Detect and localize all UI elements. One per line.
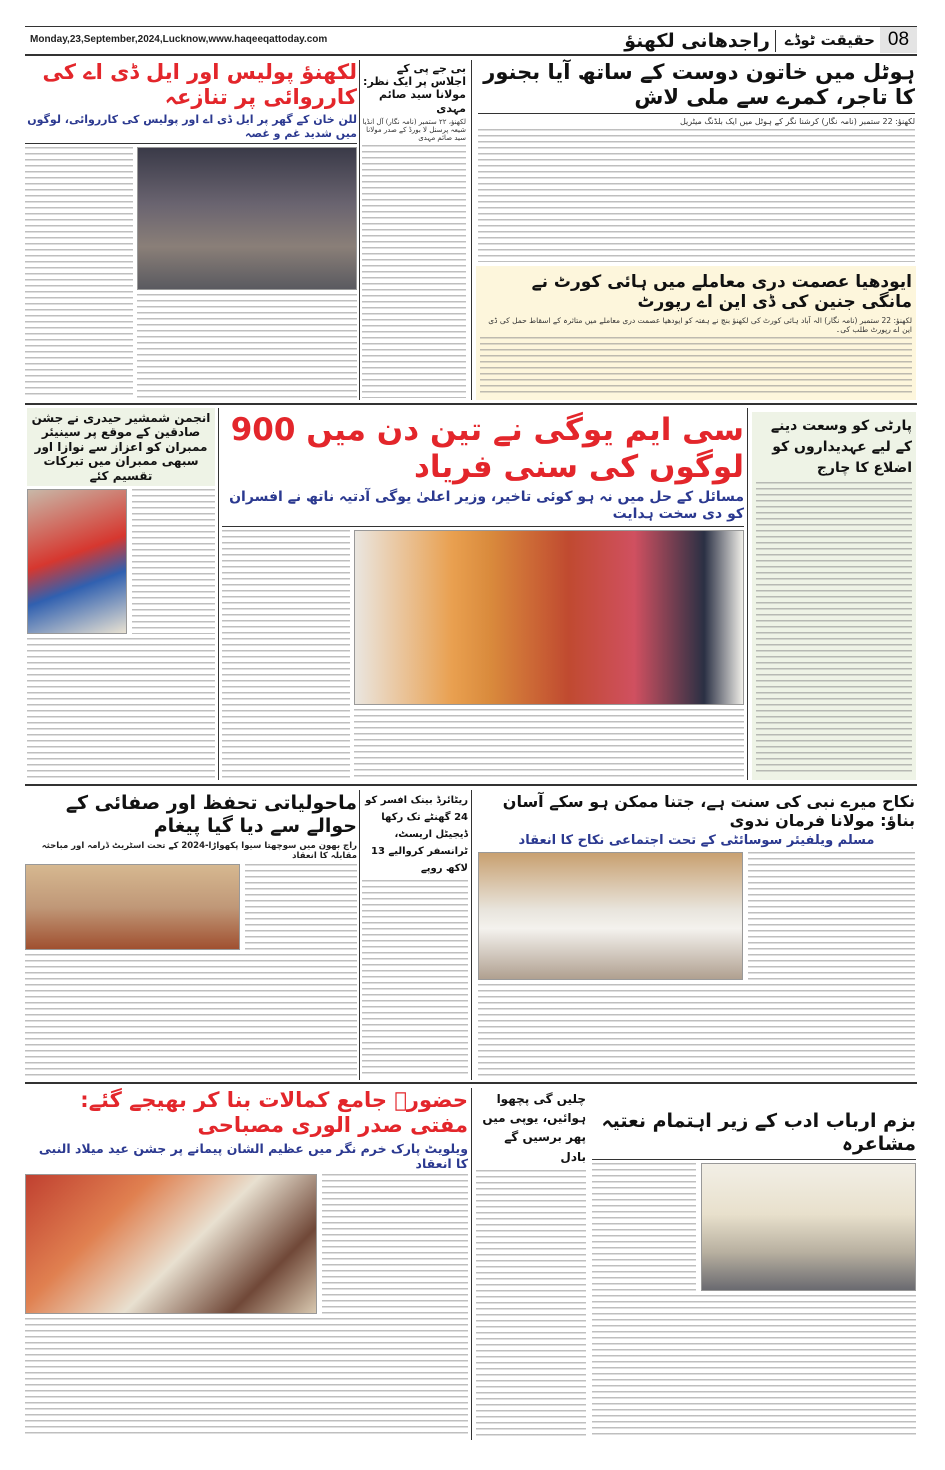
divider [775,30,776,52]
subhead-environment: راج بھون میں سوچھتا سیوا پکھواڑا-2024 کے تحت اسٹریٹ ڈرامہ اور مباحثہ مقابلہ کا انعقاد [41,840,357,861]
headline-bjp: بی جے پی کے اجلاس پر ایک نظر: مولانا سید صائم مہدی [363,62,466,115]
headline-ayodhya: ایودھیا عصمت دری معاملے میں ہائی کورٹ نے مانگی جنین کی ڈی این اے رپورٹ [531,272,912,313]
story-environment [25,792,357,1078]
subhead-yogi: مسائل کے حل میں نہ ہو کوئی تاخیر، وزیر اعلیٰ یوگی آدتیہ ناتھ نے افسران کو دی سخت ہدایت [222,489,744,527]
body-party [756,482,912,776]
subhead-police: للن خان کے گھر پر ایل ڈی اے اور پولیس کی کارروائی، لوگوں میں شدید غم و غصہ [25,113,357,143]
lead-bjp: لکھنؤ، ۲۲ ستمبر (نامہ نگار) آل انڈیا شیعہ پرسنل لا بورڈ کے صدر مولانا سید صائم مہدی [362,117,466,142]
story-bjp [362,62,466,398]
story-bazm [592,1110,916,1438]
body-yogi [222,530,350,778]
section-title: راجدھانی لکھنؤ [624,30,770,52]
headline-nikah: نکاح میرے نبی کی سنت ہے، جتنا ممکن ہو سکے آسان بناؤ: مولانا فرمان ندوی [502,792,915,831]
photo-environment [25,864,240,950]
headline-yogi: سی ایم یوگی نے تین دن میں 900 لوگوں کی سنی فریاد [230,412,744,486]
photo-bazm [701,1163,916,1291]
body-ayodhya [480,337,912,396]
body-fraud [362,880,468,1078]
subhead-nikah: مسلم ویلفیئر سوسائٹی کے تحت اجتماعی نکاح کا انعقاد [518,833,875,849]
headline-fraud: ریٹائرڈ بینک افسر کو 24 گھنٹے تک رکھا ڈیجیٹل اریسٹ، ٹرانسفر کروالیے 13 لاکھ روپے [365,795,468,874]
body-weather [476,1170,586,1438]
story-police [25,60,357,398]
story-ayodhya [476,266,916,400]
masthead-logo: حقیقت ٹوڈے [784,31,875,49]
story-weather [476,1090,586,1438]
body-bjp [362,145,466,398]
story-nikah [478,792,915,1078]
photo-huzoor [25,1174,317,1314]
body-bazm-2 [592,1295,916,1438]
headline-bazm: بزم ارباب ادب کے زیر اہتمام نعتیہ مشاعرہ [592,1110,916,1160]
body-anjuman [132,489,215,634]
body-environment-2 [25,954,357,1078]
body-police-2 [137,294,357,398]
body-yogi-2 [354,709,744,778]
body-bazm [592,1163,696,1291]
photo-nikah [478,852,743,980]
body-huzoor [322,1174,468,1314]
story-party [752,412,916,780]
body-environment [245,864,357,950]
headline-weather: چلیں گی پچھوا ہوائیں، یوپی میں پھر برسیں گے بادل [482,1092,586,1164]
dateline: Monday,23,September,2024,Lucknow,www.haqeeqattoday.com [30,34,328,45]
headline-party: پارٹی کو وسعت دینے کے لیے عہدیداروں کو اضلاع کا چارج [770,418,912,476]
headline-police: لکھنؤ پولیس اور ایل ڈی اے کی کارروائی پر تنازعہ [42,60,357,110]
photo-police-group [137,147,357,290]
story-huzoor [25,1088,468,1438]
story-hotel [478,60,915,262]
story-yogi [222,412,744,778]
body-hotel [478,129,915,262]
lead-ayodhya: لکھنؤ: 22 ستمبر (نامہ نگار) الہ آباد ہائی کورٹ کی لکھنؤ بنچ نے ہفتہ کو ایودھیا عصمت دری معاملے میں متاثرہ کے اسقاط حمل کی ڈی این اے رپورٹ طلب کی۔ [488,315,912,334]
story-anjuman [27,408,215,780]
photo-anjuman [27,489,127,634]
body-nikah [748,852,915,980]
headline-hotel: ہوٹل میں خاتون دوست کے ساتھ آیا بجنور کا تاجر، کمرے سے ملی لاش [478,60,915,114]
body-nikah-2 [478,984,915,1078]
headline-huzoor: حضورؐ جامع کمالات بنا کر بھیجے گئے: مفتی صدر الوری مصباحی [80,1088,468,1138]
subhead-huzoor: ویلویٹ پارک خرم نگر میں عظیم الشان پیمانے پر جشن عید میلاد النبی کا انعقاد [38,1141,468,1172]
lead-hotel: لکھنؤ: 22 ستمبر (نامہ نگار) کرشنا نگر کے ہوٹل میں ایک بلڈنگ میٹریل [680,117,915,127]
body-police [25,147,133,398]
body-anjuman-2 [27,638,215,780]
photo-yogi-janata-darshan [354,530,744,705]
headline-environment: ماحولیاتی تحفظ اور صفائی کے حوالے سے دیا گیا پیغام [65,792,357,837]
page-number: 08 [880,27,917,53]
headline-anjuman: انجمن شمشیر حیدری نے جشن صادقین کے موقع پر سینیئر ممبران کو اعزاز سے نوازا اور سبھی ممبران میں تبرکات تقسیم کئے [27,408,215,486]
story-fraud [362,792,468,1078]
body-huzoor-2 [25,1318,468,1438]
